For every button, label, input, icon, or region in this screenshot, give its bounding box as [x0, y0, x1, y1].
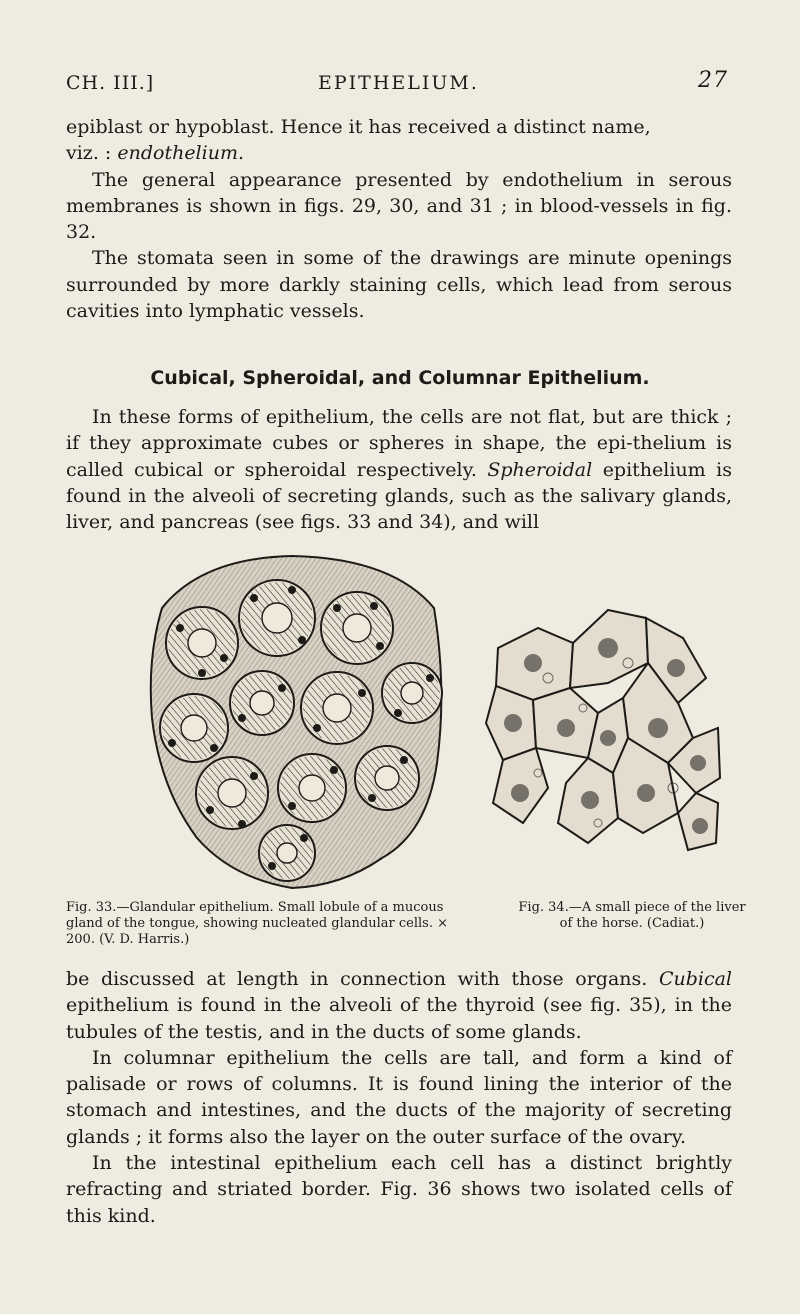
page-number: 27: [698, 68, 728, 93]
text-block-top: [66, 114, 732, 324]
figure-34-caption: Fig. 34.—A small piece of the liver of the horse. (Cadiat.): [518, 900, 746, 931]
chapter-label: CH. III.]: [66, 72, 155, 94]
running-header: [66, 68, 728, 102]
paragraph-1: epiblast or hypoblast. Hence it has received a distinct name, viz. : endothelium.: [66, 116, 651, 165]
figure-33-glandular-epithelium: [142, 548, 452, 890]
paragraph-2: The general appearance presented by endothelium in serous membranes is shown in figs. 29, 30, and 31 ; in blood-vessels in fig. 32.: [66, 168, 732, 244]
figure-34-liver-cells: [478, 588, 724, 856]
term-endothelium: endothelium.: [117, 142, 245, 165]
figure-33-caption: Fig. 33.—Glandular epithelium. Small lobule of a mucous gland of the tongue, showing nucleated glandular cells. × 200. (V. D. Harris.): [66, 900, 448, 947]
paragraph-7: In the intestinal epithelium each cell has a distinct brightly refracting and striated border. Fig. 36 shows two isolated cells of this kind.: [66, 1152, 732, 1227]
paragraph-6: In columnar epithelium the cells are tall, and form a kind of palisade or rows of columns. It is found lining the interior of the stomach and intestines, and the ducts of the majority of secreting glands ; it forms also the layer on the outer surface of the ovary.: [66, 1046, 732, 1148]
section-heading: Cubical, Spheroidal, and Columnar Epithelium.: [150, 367, 650, 389]
paragraph-3: The stomata seen in some of the drawings are minute openings surrounded by more darkly staining cells, which lead from serous cavities into lymphatic vessels.: [66, 247, 732, 323]
paragraph-4: In these forms of epithelium, the cells are not flat, but are thick ; if they approximate cubes or spheres in shape, the epi-thelium is called cubical or spheroidal respectively. Spheroidal epithelium is found in the alveoli of secreting glands, such as the salivary glands, liver, and pancreas (see figs. 33 and 34), and will: [66, 406, 733, 534]
liver-cells-illustration: [478, 588, 724, 856]
text-block-middle: [66, 404, 732, 535]
header-title: EPITHELIUM.: [318, 72, 479, 94]
paragraph-5: be discussed at length in connection with those organs. Cubical epithelium is found in the alveoli of the thyroid (see fig. 35), in the tubules of the testis, and in the ducts of some glands.: [66, 968, 733, 1043]
text-block-bottom: [66, 966, 732, 1229]
glandular-lobule-illustration: [142, 548, 452, 890]
